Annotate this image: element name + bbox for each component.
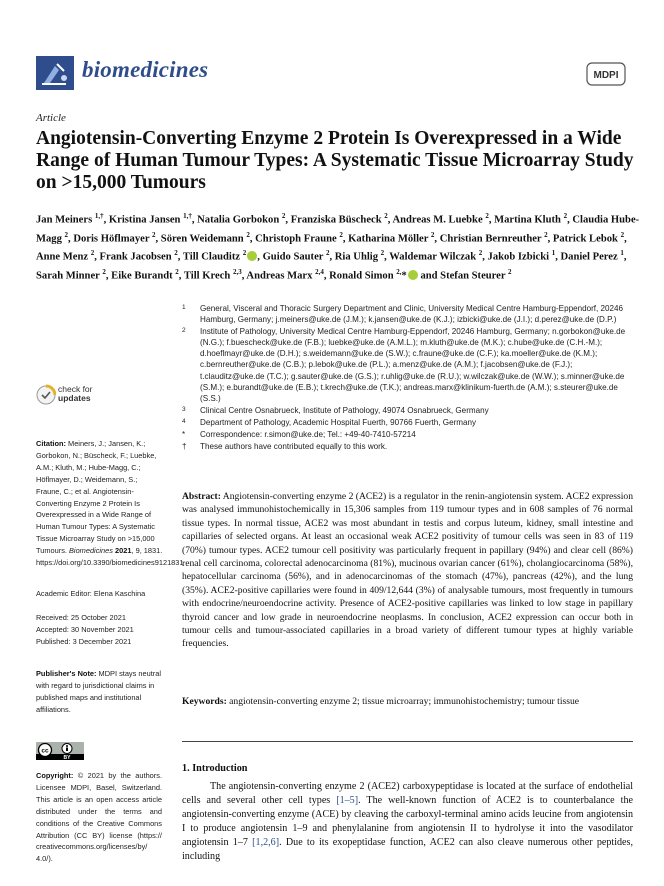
- received-date: Received: 25 October 2021: [36, 613, 126, 622]
- article-type: Article: [36, 112, 66, 124]
- affiliation-mark: 2: [242, 249, 247, 258]
- check-updates-icon: [36, 384, 56, 406]
- affiliation-text: Clinical Centre Osnabrueck, Institute of Pathology, 49074 Osnabrueck, Germany: [200, 405, 489, 415]
- intro-text-2: . The well-known function of ACE2 is to counterbalance the angiotensin-converting enzyme (ACE) by cleaving the carboxyl-terminal amino acids leucine from angiotensin I to produce angiotensin 1–9 and phenylalanine from angiotensin II to hydrolyse it into the vasodilator angiotensin 1–7: [182, 795, 633, 849]
- affiliation-mark: 2: [246, 230, 250, 239]
- affiliation-mark: 2: [175, 268, 179, 277]
- affiliation-item: [182, 417, 634, 428]
- keywords-label: Keywords:: [182, 696, 227, 707]
- published-date: Published: 3 December 2021: [36, 637, 132, 646]
- affiliation-mark: 2: [152, 230, 156, 239]
- journal-logo-icon: [36, 56, 74, 90]
- affiliation-mark: 1: [620, 249, 624, 258]
- affiliation-mark: 2: [485, 212, 489, 220]
- intro-text-1: The angiotensin-converting enzyme 2 (ACE2) carboxypeptidase is located at the surface of endothelial cells and several other cell types: [182, 781, 633, 807]
- citation-link[interactable]: [1–5]: [336, 795, 359, 807]
- affiliation-mark: 1,†: [183, 212, 192, 220]
- mdpi-logo-icon[interactable]: [586, 62, 626, 86]
- accepted-date: Accepted: 30 November 2021: [36, 625, 134, 634]
- affiliation-mark: 1,†: [94, 212, 104, 220]
- section-heading: 1. Introduction: [182, 763, 248, 774]
- citation-text: Meiners, J.; Jansen, K.; Gorbokon, N.; Büscheck, F.; Luebke, A.M.; Kluth, M.; Hube-Magg, C.; Höflmayer, D.; Weidemann, S.; Fraune, C.; et al. Angiotensin-Converting Enzyme 2 Protein Is Overexpressed in a Wide Range of Human Tumour Types: A Systematic Tissue Microarray Study on >15,000 Tumours.: [36, 439, 157, 556]
- affiliation-item: [182, 405, 634, 416]
- affiliation-mark: 2: [325, 249, 330, 258]
- affiliation-mark: 2,: [396, 268, 402, 277]
- affiliation-mark: 2: [102, 268, 106, 277]
- affiliation-text: General, Visceral and Thoracic Surgery Department and Clinic, University Medical Centre Hamburg-Eppendorf, 20246 Hamburg, Germany; j.meiners@uke.de (J.M.); k.jansen@uke.de (K.J.); izbicki@uke.de (J.I.); d.perez@uke.de (D.P.): [200, 304, 624, 325]
- check-updates-label: [58, 385, 93, 402]
- journal-name[interactable]: biomedicines: [82, 57, 209, 82]
- article-title: Angiotensin-Converting Enzyme 2 Protein Is Overexpressed in a Wide Range of Human Tumour Types: A Systematic Tissue Microarray Study on >15,000 Tumours: [36, 128, 634, 193]
- affiliation-mark: 2: [544, 230, 548, 239]
- affiliation-mark: 1: [551, 249, 556, 258]
- abstract-label: Abstract:: [182, 491, 221, 502]
- affiliation-mark: 2: [563, 212, 568, 220]
- affiliation-mark: 2: [281, 212, 286, 220]
- citation-year: 2021: [115, 546, 132, 556]
- citation-journal: Biomedicines: [69, 546, 113, 556]
- check-for-text: check for: [58, 384, 93, 394]
- affiliation-mark: 2: [620, 230, 625, 239]
- affiliation-item: [182, 326, 634, 404]
- affiliation-text: Institute of Pathology, University Medical Centre Hamburg-Eppendorf, 20246 Hamburg, Germany; n.gorbokon@uke.de (N.G.); f.buescheck@uke.de (F.B.); luebke@uke.de (A.M.L.); m.kluth@uke.de (M.K.); c.hube@uke.de (C.H.-M.); d.hoeflmayr@uke.de (D.H.); s.weidemann@uke.de (S.W.); c.fraune@uke.de (C.F.); ka.moeller@uke.de (K.M.); c.bernreuther@uke.de (C.B.); p.lebok@uke.de (P.L.); a.menz@uke.de (A.M.); f.jacobsen@uke.de (F.J.); t.clauditz@uke.de (T.C.); g.sauter@uke.de (G.S.); r.uhlig@uke.de (R.U.); w.wilczak@uke.de (W.W.); s.minner@uke.de (S.M.); e.burandt@uke.de (E.B.); t.krech@uke.de (T.K.); andreas.marx@klinikum-fuerth.de (A.M.); s.steurer@uke.de (S.S.): [200, 327, 626, 403]
- copyright-text: © 2021 by the authors. Licensee MDPI, Basel, Switzerland. This article is an open access article distributed under the terms and conditions of the Creative Commons Attribution (CC BY) license (https:// creativecommons.org/licenses/by/ 4.0/).: [36, 771, 162, 864]
- orcid-icon[interactable]: [247, 251, 257, 261]
- section-divider: [182, 741, 633, 742]
- cc-by-label: BY: [63, 755, 71, 760]
- affiliation-marker: 2: [182, 327, 186, 335]
- affiliation-mark: 2: [339, 230, 343, 239]
- publisher-note-label: Publisher's Note:: [36, 669, 97, 678]
- affiliation-text: These authors have contributed equally to this work.: [200, 442, 388, 452]
- cc-by-license-icon[interactable]: [36, 742, 84, 760]
- affiliation-mark: 2: [478, 249, 483, 258]
- affiliation-text: Correspondence: r.simon@uke.de; Tel.: +49-40-7410-57214: [200, 430, 416, 440]
- citation-link[interactable]: [1,2,6]: [252, 837, 280, 849]
- publisher-note: [36, 668, 164, 716]
- publisher-note-text: MDPI stays neutral with regard to jurisdictional claims in published maps and institutional affiliations.: [36, 669, 161, 714]
- abstract-text: Angiotensin-converting enzyme 2 (ACE2) is a regulator in the renin-angiotensin system. ACE2 expression was analysed immunohistochemically in 15,306 samples from 119 tumour types and in 608 samples of 76 normal tissue types. In normal tissue, ACE2 was most abundant in testis and corpus luteum, kidney, small intestine and capillaries of selected organs. At least an occasional weak ACE2 positivity of tumour cells was seen in 83 of 119 (70%) tumour types. ACE2 tumour cell positivity was particularly frequent in papillary (94%) and clear cell (86%) renal cell carcinoma, colorectal adenocarcinoma (81%), mucinous ovarian cancer (61%), cholangiocarcinoma (58%), hepatocellular carcinoma (56%), and in adenocarcinomas of the stomach (47%), pancreas (42%), and the lung (35%). ACE2-positive capillaries were found in 409/12,644 (3%) of analysable tumours, most frequently in tumours with endocrine/neuroendocrine activity. Presence of ACE2-positive capillaries was linked to low stage in papillary thyroid cancer and low grade in neuroendocrine neoplasms. In conclusion, ACE2 expression can occur both in tumour cells and tumour-associated capillaries in a broad variety of different tumour types at highly variable frequencies.: [182, 491, 633, 650]
- affiliation-mark: 2: [174, 249, 178, 258]
- intro-paragraph: [182, 780, 633, 865]
- copyright-block: [36, 770, 162, 865]
- orcid-icon[interactable]: [408, 270, 418, 280]
- academic-editor: Academic Editor: Elena Kaschina: [36, 589, 146, 598]
- abstract: [182, 490, 633, 651]
- affiliation-marker: 3: [182, 405, 186, 413]
- keywords-text: angiotensin-converting enzyme 2; tissue microarray; immunohistochemistry; tumour tissue: [229, 696, 580, 707]
- affiliation-mark: 2: [64, 230, 69, 239]
- affiliation-mark: 2: [380, 249, 385, 258]
- citation-label: Citation:: [36, 439, 66, 448]
- updates-text: updates: [58, 392, 91, 403]
- affiliation-mark: 2: [430, 230, 435, 239]
- copyright-label: Copyright:: [36, 771, 74, 780]
- keywords: [182, 695, 633, 708]
- mdpi-logo-text: MDPI: [593, 70, 619, 81]
- svg-text:cc: cc: [41, 747, 49, 755]
- affiliation-marker: †: [182, 442, 187, 452]
- affiliation-mark: 2,3: [232, 268, 242, 277]
- affiliation-item: [182, 429, 634, 440]
- affiliation-mark: 2: [384, 212, 388, 220]
- check-for-updates-button[interactable]: [36, 384, 56, 411]
- affiliation-marker: *: [182, 430, 186, 440]
- intro-text-3: . Due to its exopeptidase function, ACE2 can also cleave numerous other peptides, including: [182, 837, 633, 863]
- citation-block: [36, 438, 184, 569]
- affiliations: [182, 303, 634, 453]
- citation-doi[interactable]: , 9, 1831. https://doi.org/10.3390/biomedicines9121831: [36, 546, 184, 568]
- affiliation-mark: 2: [90, 249, 95, 258]
- affiliation-marker: 4: [182, 417, 186, 425]
- affiliation-mark: 2: [508, 268, 512, 277]
- affiliation-item: [182, 303, 634, 325]
- affiliation-item: [182, 441, 634, 452]
- affiliation-text: Department of Pathology, Academic Hospital Fuerth, 90766 Fuerth, Germany: [200, 417, 477, 427]
- author-list: Jan Meiners $^{1,\dagger}$, Kristina Jansen $^{1,\dagger}$, Natalia Gorbokon $^2$, Franziska Büscheck $^2$, Andreas M. Luebke $^2$, Martina Kluth $^2$, Claudia Hube-Magg $^2$, Doris Höflmayer $^2$, Sören Weidemann $^2$, Christoph Fraune $^2$, Katharina Möller $^2$, Christian Bernreuther $^2$, Patrick Lebok $^2$, Anne Menz $^2$, Frank Jacobsen $^2$, Till Clauditz $^2$ , Guido Sauter $^2$, Ria Uhlig $^2$, Waldemar Wilczak $^2$, Jakob Izbicki $^1$, Daniel Perez $^1$, Sarah Minner $^2$, Eike Burandt $^2$, Till Krech $^{2,3}$, Andreas Marx $^{2,4}$, Ronald Simon $^{2,}$* and Stefan Steurer $^2$: [36, 212, 640, 282]
- affiliation-mark: 2,4: [315, 268, 324, 277]
- affiliation-marker: 1: [182, 304, 186, 311]
